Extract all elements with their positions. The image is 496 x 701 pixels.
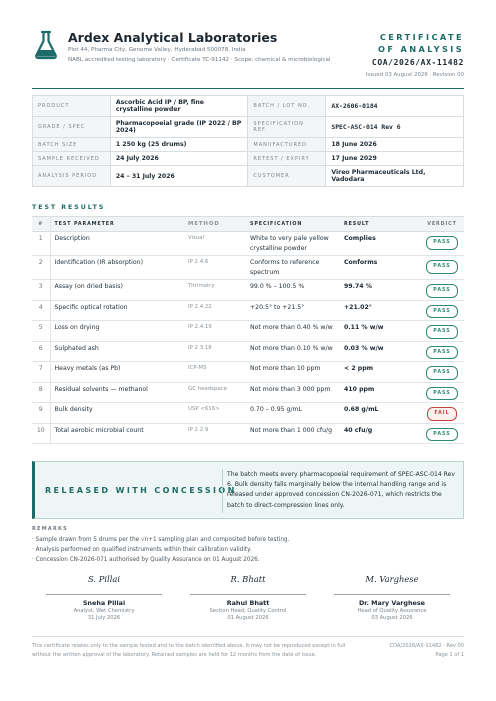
- test-result-row: [32, 382, 464, 403]
- test-parameter: Assay (on dried basis): [50, 280, 184, 301]
- spec-ref-label: SPECIFICATION REF.: [248, 117, 326, 138]
- test-result: 0.03 % w/w: [340, 341, 420, 362]
- signatory-role: Head of Quality Assurance: [357, 608, 427, 614]
- test-number: 5: [32, 321, 50, 342]
- test-method: IP 2.4.19: [184, 321, 246, 342]
- test-method: ICP-MS: [184, 362, 246, 383]
- customer-label: CUSTOMER: [248, 166, 326, 187]
- signatory-name: Dr. Mary Varghese: [358, 599, 426, 607]
- test-number: 4: [32, 300, 50, 321]
- column-header-method: METHOD: [184, 217, 246, 232]
- signature-line: [334, 594, 450, 595]
- signature-line: [190, 594, 306, 595]
- certificate-title-line1: CERTIFICATE: [379, 32, 464, 42]
- signatory-name: Rahul Bhatt: [226, 599, 270, 607]
- certificate-title-line2: OF ANALYSIS: [377, 44, 464, 54]
- test-result-row: [32, 321, 464, 342]
- info-row: [33, 166, 464, 187]
- test-number: 10: [32, 423, 50, 444]
- test-result: Complies: [340, 232, 420, 256]
- column-header-no: #: [32, 217, 50, 232]
- test-verdict: [420, 423, 464, 444]
- signature-script: M. Varghese: [365, 574, 419, 584]
- footer-page-number: Page 1 of 1: [435, 652, 464, 658]
- remark-item: · Analysis performed on qualified instruments within their calibration validity.: [32, 547, 252, 553]
- remark-item: · Concession CN-2026-071 authorised by Quality Assurance on 01 August 2026.: [32, 557, 260, 563]
- test-verdict: [420, 403, 464, 424]
- signatory-role: Analyst, Wet Chemistry: [73, 608, 135, 614]
- test-number: 9: [32, 403, 50, 424]
- test-method: USP <616>: [184, 403, 246, 424]
- test-method: Visual: [184, 232, 246, 256]
- test-verdict: [420, 232, 464, 256]
- certificate-title: [378, 31, 464, 55]
- column-header-parameter: TEST PARAMETER: [50, 217, 184, 232]
- test-parameter: Sulphated ash: [50, 341, 184, 362]
- pass-badge: PASS: [426, 305, 457, 319]
- results-header-row: [32, 217, 464, 232]
- footer-reference: [389, 642, 464, 660]
- fail-badge: FAIL: [427, 407, 456, 421]
- pass-badge: PASS: [426, 428, 457, 442]
- issued-date: Issued 03 August 2026 · Revision 00: [365, 72, 464, 78]
- test-parameter: Specific optical rotation: [50, 300, 184, 321]
- test-specification: Not more than 0.40 % w/w: [246, 321, 340, 342]
- retest-value: 17 June 2029: [326, 152, 464, 166]
- test-verdict: [420, 362, 464, 383]
- test-number: 8: [32, 382, 50, 403]
- batch-lot-value: AX-2606-0184: [326, 96, 464, 117]
- test-specification: Not more than 0.10 % w/w: [246, 341, 340, 362]
- column-header-specification: SPECIFICATION: [246, 217, 340, 232]
- test-method: IP 2.4.6: [184, 256, 246, 280]
- info-row: [33, 152, 464, 166]
- test-number: 6: [32, 341, 50, 362]
- test-parameter: Description: [50, 232, 184, 256]
- product-label: PRODUCT: [33, 96, 111, 117]
- test-result-row: [32, 423, 464, 444]
- column-header-result: RESULT: [340, 217, 420, 232]
- test-result: 410 ppm: [340, 382, 420, 403]
- test-result: < 2 ppm: [340, 362, 420, 383]
- signature-block-qc: [184, 574, 312, 621]
- release-statement: The batch meets every pharmacopoeial requirement of SPEC-ASC-014 Rev 6. Bulk density falls marginally below the internal handling range and is released under approved concession CN-2026-071, which restricts the batch to direct-compression lines only.: [227, 471, 455, 509]
- customer-value: Vireo Pharmaceuticals Ltd, Vadodara: [326, 166, 464, 187]
- test-parameter: Loss on drying: [50, 321, 184, 342]
- info-row: [33, 96, 464, 117]
- footer-document-ref: COA/2026/AX-11482 · Rev 00: [389, 643, 464, 649]
- lab-name: Ardex Analytical Laboratories: [68, 30, 278, 45]
- test-specification: Conforms to reference spectrum: [246, 256, 340, 280]
- test-result: 99.74 %: [340, 280, 420, 301]
- spec-ref-value: SPEC-ASC-014 Rev 6: [326, 117, 464, 138]
- sample-received-value: 24 July 2026: [110, 152, 248, 166]
- test-results-title: TEST RESULTS: [32, 204, 106, 211]
- test-result: 0.68 g/mL: [340, 403, 420, 424]
- test-parameter: Identification (IR absorption): [50, 256, 184, 280]
- manufactured-label: MANUFACTURED: [248, 138, 326, 152]
- batch-size-label: BATCH SIZE: [33, 138, 111, 152]
- footer-disclaimer: This certificate relates only to the sample tested and to the batch identified above. It may not be reproduced except in full without the written approval of the laboratory. Retained samples are held for 12 months from the date of issue.: [32, 643, 346, 658]
- sample-received-label: SAMPLE RECEIVED: [33, 152, 111, 166]
- test-specification: +20.5° to +21.5°: [246, 300, 340, 321]
- test-method: IP 2.4.22: [184, 300, 246, 321]
- test-method: IP 2.3.18: [184, 341, 246, 362]
- test-specification: 0.70 – 0.95 g/mL: [246, 403, 340, 424]
- test-parameter: Total aerobic microbial count: [50, 423, 184, 444]
- test-parameter: Residual solvents — methanol: [50, 382, 184, 403]
- batch-size-value: 1 250 kg (25 drums): [110, 138, 248, 152]
- test-parameter: Heavy metals (as Pb): [50, 362, 184, 383]
- footer-divider: [32, 636, 464, 637]
- test-method: GC headspace: [184, 382, 246, 403]
- test-parameter: Bulk density: [50, 403, 184, 424]
- batch-info-table: [32, 95, 464, 187]
- pass-badge: PASS: [426, 387, 457, 401]
- pass-badge: PASS: [426, 284, 457, 298]
- test-result: 40 cfu/g: [340, 423, 420, 444]
- signature-date: 31 July 2026: [87, 615, 121, 621]
- test-number: 7: [32, 362, 50, 383]
- lab-accreditation: NABL accredited testing laboratory · Certificate TC-91142 · Scope: chemical & microbiological: [68, 57, 331, 63]
- test-specification: Not more than 1 000 cfu/g: [246, 423, 340, 444]
- test-result-row: [32, 256, 464, 280]
- test-result: +21.02°: [340, 300, 420, 321]
- product-value: Ascorbic Acid IP / BP, fine crystalline powder: [110, 96, 248, 117]
- signature-line: [46, 594, 162, 595]
- test-specification: White to very pale yellow crystalline powder: [246, 232, 340, 256]
- signatory-name: Sneha Pillai: [82, 599, 126, 607]
- pass-badge: PASS: [426, 346, 457, 360]
- document-header: [32, 28, 464, 88]
- test-result-row: [32, 403, 464, 424]
- batch-lot-label: BATCH / LOT NO.: [248, 96, 326, 117]
- test-verdict: [420, 300, 464, 321]
- pass-badge: PASS: [426, 260, 457, 274]
- test-specification: Not more than 3 000 ppm: [246, 382, 340, 403]
- test-method: IP 2.2.9: [184, 423, 246, 444]
- test-results-table: [32, 216, 464, 444]
- analysis-period-value: 24 – 31 July 2026: [110, 166, 248, 187]
- release-banner: [32, 461, 464, 519]
- test-number: 2: [32, 256, 50, 280]
- lab-address: Plot 44, Pharma City, Genome Valley, Hyderabad 500078, India: [68, 47, 246, 53]
- pass-badge: PASS: [426, 325, 457, 339]
- test-verdict: [420, 280, 464, 301]
- test-result: 0.11 % w/w: [340, 321, 420, 342]
- signature-date: 01 August 2026: [227, 615, 269, 621]
- signature-block-qa: [328, 574, 456, 621]
- release-divider: [222, 469, 223, 513]
- signature-script: R. Bhatt: [230, 574, 266, 584]
- analysis-period-label: ANALYSIS PERIOD: [33, 166, 111, 187]
- test-verdict: [420, 256, 464, 280]
- pass-badge: PASS: [426, 366, 457, 380]
- remarks-list: [32, 535, 289, 565]
- test-verdict: [420, 382, 464, 403]
- test-verdict: [420, 341, 464, 362]
- release-status: RELEASED WITH CONCESSION: [45, 486, 237, 495]
- info-row: [33, 117, 464, 138]
- test-result-row: [32, 362, 464, 383]
- test-result: Conforms: [340, 256, 420, 280]
- test-result-row: [32, 232, 464, 256]
- signature-script: S. Pillai: [87, 574, 121, 584]
- test-specification: 99.0 % – 100.5 %: [246, 280, 340, 301]
- remark-item: · Sample drawn from 5 drums per the √n+1 sampling plan and composited before testing.: [32, 537, 290, 543]
- test-number: 3: [32, 280, 50, 301]
- manufactured-value: 18 June 2026: [326, 138, 464, 152]
- test-number: 1: [32, 232, 50, 256]
- remarks-title: REMARKS: [32, 526, 68, 532]
- signatory-role: Section Head, Quality Control: [209, 608, 287, 614]
- test-result-row: [32, 300, 464, 321]
- test-result-row: [32, 280, 464, 301]
- retest-label: RETEST / EXPIRY: [248, 152, 326, 166]
- test-specification: Not more than 10 ppm: [246, 362, 340, 383]
- pass-badge: PASS: [426, 236, 457, 250]
- column-header-verdict: VERDICT: [420, 217, 464, 232]
- test-result-row: [32, 341, 464, 362]
- signature-block-analyst: [40, 574, 168, 621]
- grade-value: Pharmacopoeial grade (IP 2022 / BP 2024): [110, 117, 248, 138]
- header-divider: [32, 88, 464, 89]
- test-method: Titrimetry: [184, 280, 246, 301]
- info-row: [33, 138, 464, 152]
- signature-date: 03 August 2026: [371, 615, 413, 621]
- test-verdict: [420, 321, 464, 342]
- grade-label: GRADE / SPEC: [33, 117, 111, 138]
- certificate-number: COA/2026/AX-11482: [371, 58, 464, 67]
- flask-icon: [34, 30, 58, 60]
